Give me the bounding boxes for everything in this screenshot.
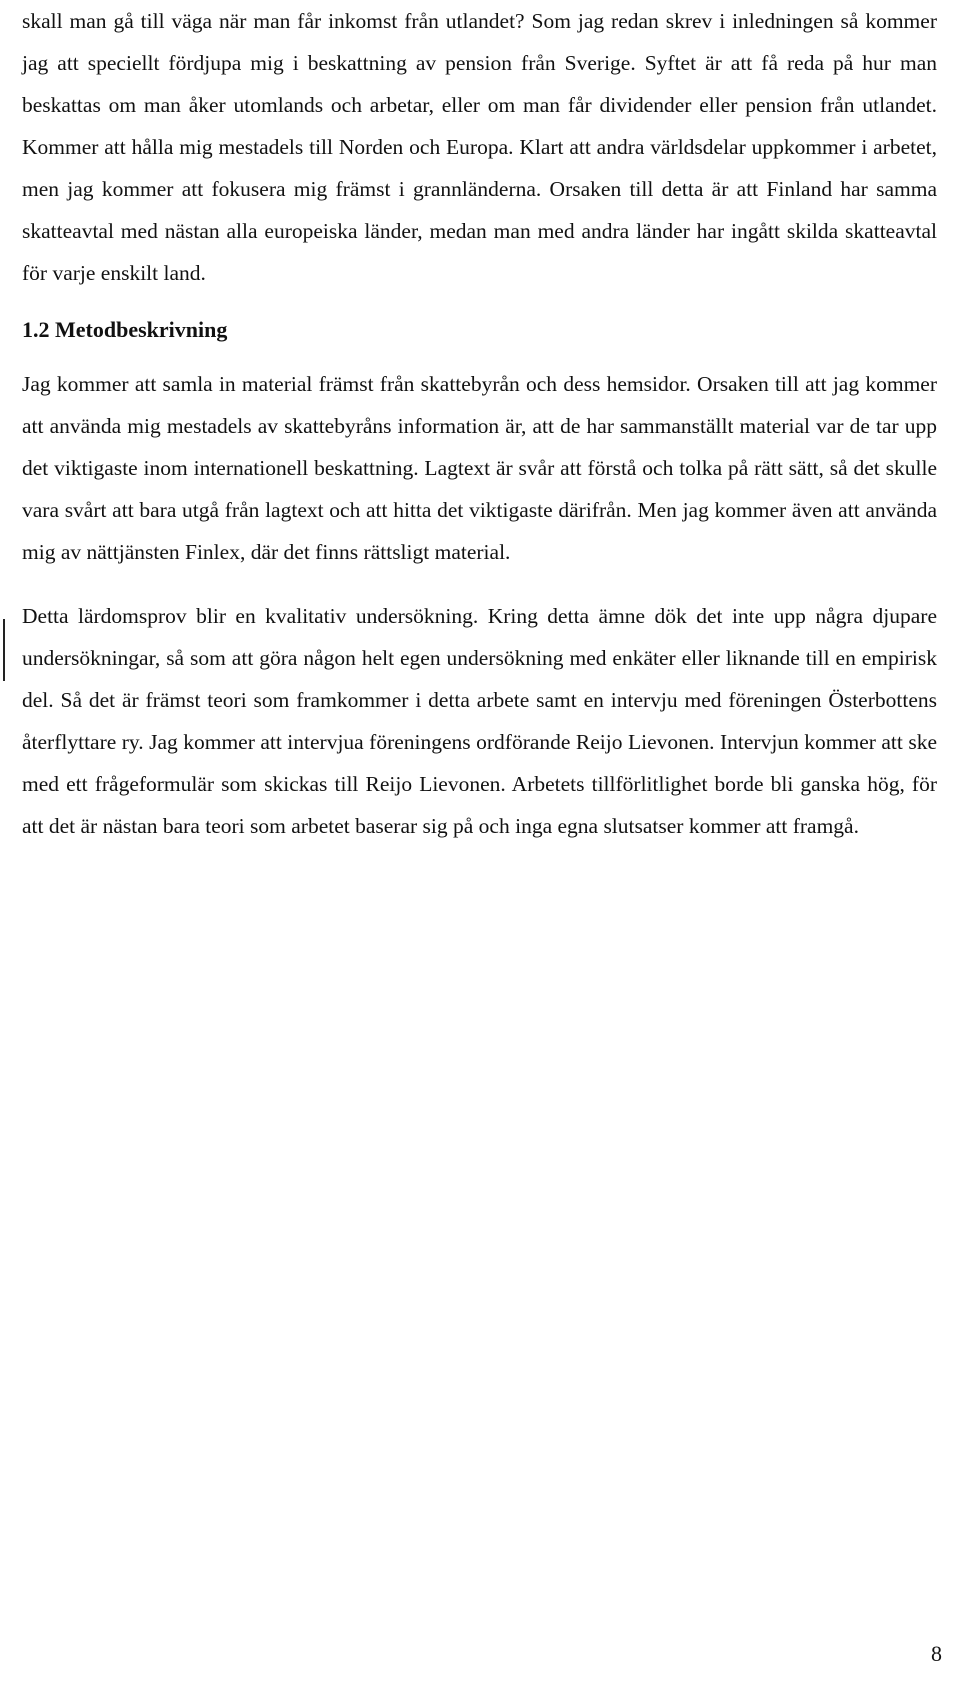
section-heading-metodbeskrivning: 1.2 Metodbeskrivning [22, 317, 228, 342]
revision-change-bar [3, 619, 5, 681]
body-paragraph-intro: skall man gå till väga när man får inkomst från utlandet? Som jag redan skrev i inledningen så kommer jag att speciellt fördjupa mig i beskattning av pension från Sverige. Syftet är att få reda på hur man beskattas om man åker utomlands och arbetar, eller om man får dividender eller pension från utlandet. Kommer att hålla mig mestadels till Norden och Europa. Klart att andra världsdelar uppkommer i arbetet, men jag kommer att fokusera mig främst i grannländerna. Orsaken till detta är att Finland har samma skatteavtal med nästan alla europeiska länder, medan man med andra länder har ingått skilda skatteavtal för varje enskilt land. [22, 9, 937, 285]
body-paragraph-method: Jag kommer att samla in material främst från skattebyrån och dess hemsidor. Orsaken till att jag kommer att använda mig mestadels av skattebyråns information är, att de har sammanställt material var de tar upp det viktigaste inom internationell beskattning. Lagtext är svår att förstå och tolka på rätt sätt, så det skulle vara svårt att bara utgå från lagtext och att hitta det viktigaste därifrån. Men jag kommer även att använda mig av nättjänsten Finlex, där det finns rättsligt material. [22, 372, 937, 564]
page-number: 8 [931, 1641, 942, 1666]
document-page [22, 0, 937, 847]
body-paragraph-qualitative: Detta lärdomsprov blir en kvalitativ undersökning. Kring detta ämne dök det inte upp några djupare undersökningar, så som att göra någon helt egen undersökning med enkäter eller liknande till en empirisk del. Så det är främst teori som framkommer i detta arbete samt en intervju med föreningen Österbottens återflyttare ry. Jag kommer att intervjua föreningens ordförande Reijo Lievonen. Intervjun kommer att ske med ett frågeformulär som skickas till Reijo Lievonen. Arbetets tillförlitlighet borde bli ganska hög, för att det är nästan bara teori som arbetet baserar sig på och inga egna slutsatser kommer att framgå. [22, 604, 937, 838]
